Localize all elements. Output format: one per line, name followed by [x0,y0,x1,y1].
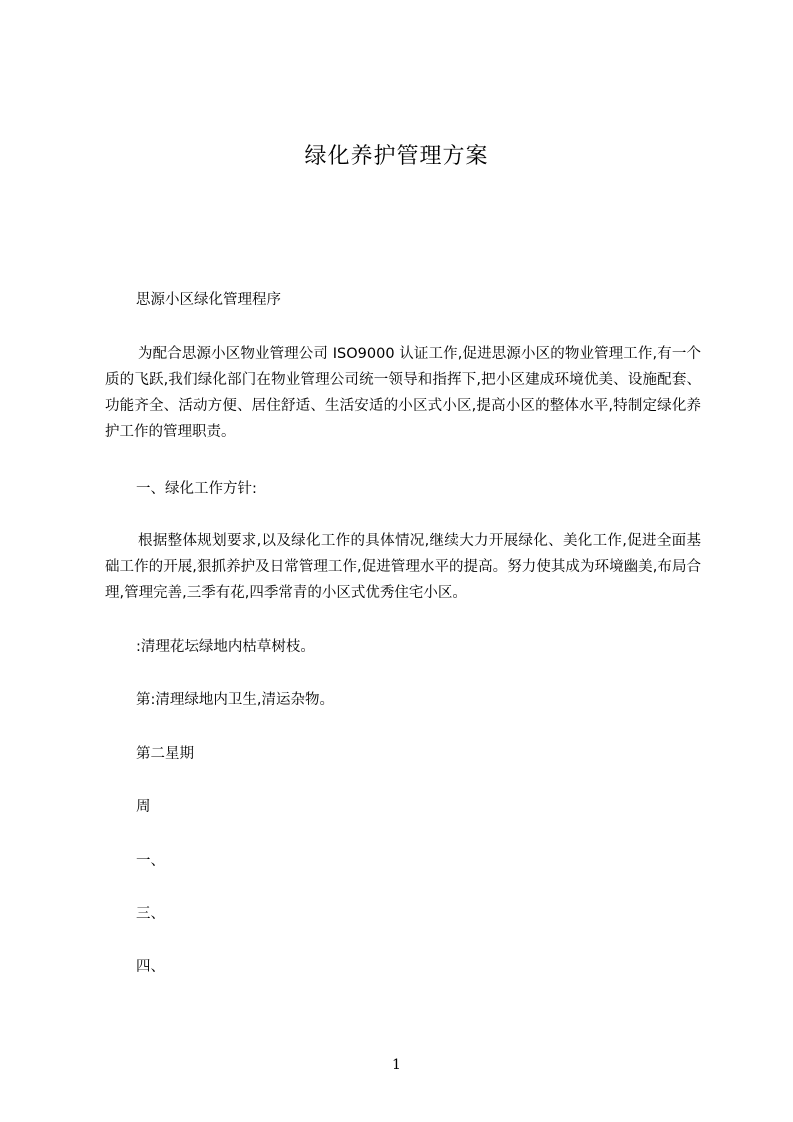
intro-paragraph: 为配合思源小区物业管理公司 ISO9000 认证工作,促进思源小区的物业管理工作,有一个质的飞跃,我们绿化部门在物业管理公司统一领导和指挥下,把小区建成环境优美、设施配套、功能齐全、活动方便、居住舒适、生活安适的小区式小区,提高小区的整体水平,特制定绿化养护工作的管理职责。 [105,346,701,440]
list-item: 第:清理绿地内卫生,清运杂物。 [136,692,334,708]
page-number: 1 [392,1057,401,1073]
section-heading: 一、绿化工作方针: [136,481,257,497]
list-item: 第二星期 [136,746,194,762]
list-item: 四、 [136,959,165,975]
list-item: 三、 [136,906,165,922]
list-item: :清理花坛绿地内枯草树枝。 [136,639,315,655]
subtitle: 思源小区绿化管理程序 [136,292,281,308]
list-item: 周 [136,799,151,815]
policy-paragraph: 根据整体规划要求,以及绿化工作的具体情况,继续大力开展绿化、美化工作,促进全面基础工作的开展,狠抓养护及日常管理工作,促进管理水平的提高。努力使其成为环境幽美,布局合理,管理完善,三季有花,四季常青的小区式优秀住宅小区。 [105,533,701,601]
document-title: 绿化养护管理方案 [304,144,489,169]
list-item: 一、 [136,853,165,869]
